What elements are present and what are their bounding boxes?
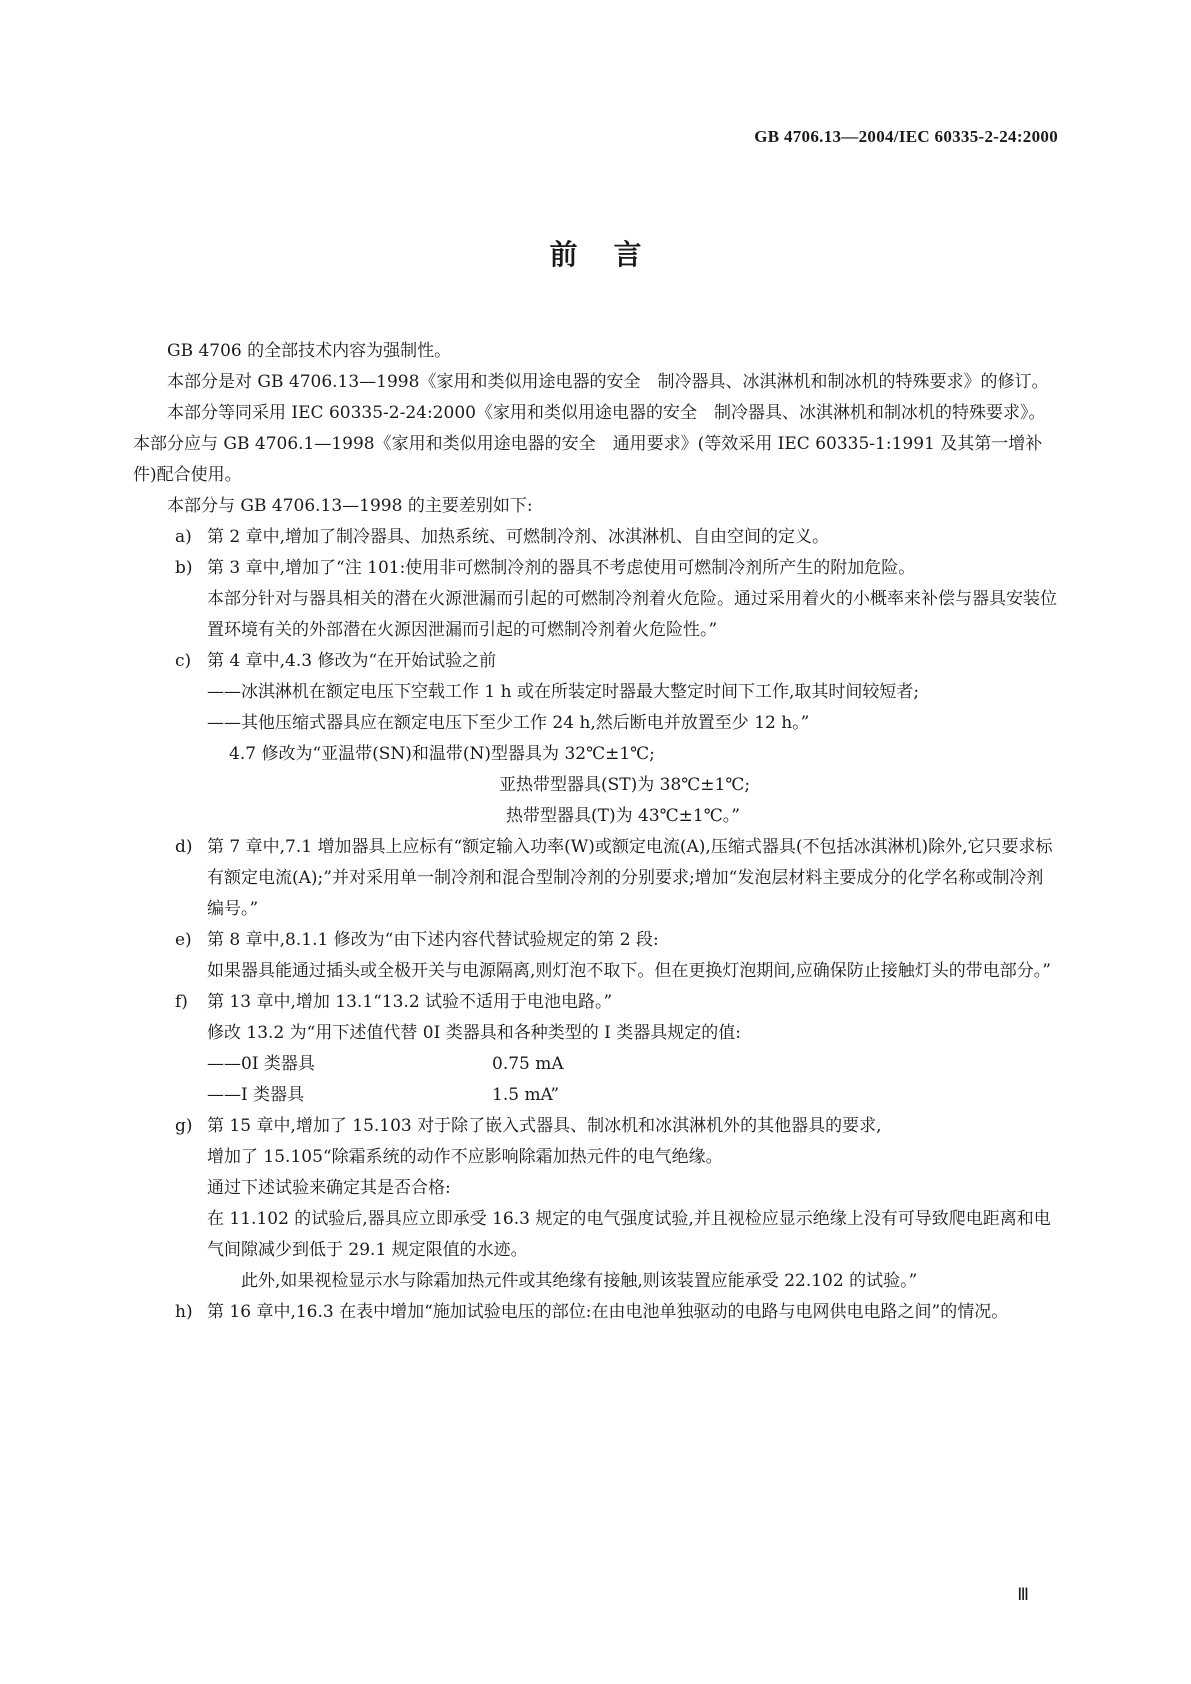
item-label: d) <box>175 837 193 857</box>
list-item-d <box>133 832 1059 925</box>
item-label: g) <box>175 1116 193 1136</box>
page-title: 前言 <box>549 238 678 271</box>
item-g-continuation: 增加了 15.105“除霜系统的动作不应影响除霜加热元件的电气绝缘。 <box>207 1147 723 1167</box>
item-label: e) <box>175 930 192 950</box>
list-item-c <box>133 646 1059 677</box>
item-label: b) <box>175 558 193 578</box>
item-label: f) <box>175 992 188 1012</box>
dash-item <box>133 708 1059 739</box>
item-g-continuation: 在 11.102 的试验后,器具应立即承受 16.3 规定的电气强度试验,并且视检应显示绝缘上没有可导致爬电距离和电气间隙减少到低于 29.1 规定限值的水迹。 <box>207 1209 1051 1260</box>
standard-code-header: GB 4706.13—2004/IEC 60335-2-24:2000 <box>754 127 1058 146</box>
list-item-h <box>133 1297 1059 1328</box>
list-item-f <box>133 987 1059 1018</box>
dash-item-text: 冰淇淋机在额定电压下空载工作 1 h 或在所装定时器最大整定时间下工作,取其时间较短者; <box>241 682 920 702</box>
paragraph-4: 本部分与 GB 4706.13—1998 的主要差别如下: <box>167 496 533 516</box>
dash-mark: —— <box>207 682 241 702</box>
appliance-class-name: 0I 类器具 <box>241 1054 315 1074</box>
dash-item-text: 其他压缩式器具应在额定电压下至少工作 24 h,然后断电并放置至少 12 h。” <box>241 713 810 733</box>
item-text: 第 13 章中,增加 13.1“13.2 试验不适用于电池电路。” <box>207 992 613 1012</box>
document-body <box>133 336 1059 1328</box>
list-item-b <box>133 553 1059 584</box>
page-number: Ⅲ <box>1017 1585 1029 1604</box>
paragraph-3: 本部分等同采用 IEC 60335-2-24:2000《家用和类似用途电器的安全 制冷器具、冰淇淋机和制冰机的特殊要求》。本部分应与 GB 4706.1—1998《家用和类似用途电器的安全 通用要求》(等效采用 IEC 60335-1:1991 及其第一增补件)配合使用。 <box>133 403 1046 485</box>
item-text: 第 7 章中,7.1 增加器具上应标有“额定输入功率(W)或额定电流(A),压缩式器具(不包括冰淇淋机)除外,它只要求标有额定电流(A);”并对采用单一制冷剂和混合型制冷剂的分别要求;增加“发泡层材料主要成分的化学名称或制冷剂编号。” <box>207 837 1053 919</box>
dash-mark: —— <box>207 1085 241 1105</box>
item-text: 第 16 章中,16.3 在表中增加“施加试验电压的部位:在由电池单独驱动的电路与电网供电电路之间”的情况。 <box>207 1302 1009 1322</box>
appliance-class-cell <box>207 1080 492 1111</box>
list-item-e <box>133 925 1059 956</box>
paragraph-2: 本部分是对 GB 4706.13—1998《家用和类似用途电器的安全 制冷器具、冰淇淋机和制冰机的特殊要求》的修订。 <box>167 372 1049 392</box>
appliance-class-cell <box>207 1049 492 1080</box>
item-label: a) <box>175 527 192 547</box>
temperature-line-3: 热带型器具(T)为 43℃±1℃。” <box>506 806 740 826</box>
item-g-continuation: 通过下述试验来确定其是否合格: <box>207 1178 451 1198</box>
appliance-class-name: I 类器具 <box>241 1085 305 1105</box>
item-text: 第 15 章中,增加了 15.103 对于除了嵌入式器具、制冰机和冰淇淋机外的其他器具的要求, <box>207 1116 882 1136</box>
leakage-current-row <box>133 1049 1059 1080</box>
dash-mark: —— <box>207 713 241 733</box>
temperature-line-1: 4.7 修改为“亚温带(SN)和温带(N)型器具为 32℃±1℃; <box>229 744 655 764</box>
list-item-a <box>133 522 1059 553</box>
dash-mark: —— <box>207 1054 241 1074</box>
current-value-cell: 1.5 mA” <box>492 1085 560 1105</box>
item-e-continuation: 如果器具能通过插头或全极开关与电源隔离,则灯泡不取下。但在更换灯泡期间,应确保防止接触灯头的带电部分。” <box>207 961 1051 981</box>
list-item-g <box>133 1111 1059 1142</box>
item-f-continuation: 修改 13.2 为“用下述值代替 0I 类器具和各种类型的 I 类器具规定的值: <box>207 1023 741 1043</box>
item-text: 第 2 章中,增加了制冷器具、加热系统、可燃制冷剂、冰淇淋机、自由空间的定义。 <box>207 527 830 547</box>
item-text: 第 3 章中,增加了“注 101:使用非可燃制冷剂的器具不考虑使用可燃制冷剂所产生的附加危险。 <box>207 558 916 578</box>
item-b-continuation: 本部分针对与器具相关的潜在火源泄漏而引起的可燃制冷剂着火危险。通过采用着火的小概率来补偿与器具安装位置环境有关的外部潜在火源因泄漏而引起的可燃制冷剂着火危险性。” <box>207 589 1057 640</box>
current-value-cell: 0.75 mA <box>492 1054 564 1074</box>
paragraph-1: GB 4706 的全部技术内容为强制性。 <box>167 341 452 361</box>
item-label: c) <box>175 651 192 671</box>
item-label: h) <box>175 1302 193 1322</box>
item-text: 第 4 章中,4.3 修改为“在开始试验之前 <box>207 651 497 671</box>
dash-item <box>133 677 1059 708</box>
temperature-line-2: 亚热带型器具(ST)为 38℃±1℃; <box>499 775 751 795</box>
leakage-current-row <box>133 1080 1059 1111</box>
item-g-continuation: 此外,如果视检显示水与除霜加热元件或其绝缘有接触,则该装置应能承受 22.102 的试验。” <box>241 1271 918 1291</box>
item-text: 第 8 章中,8.1.1 修改为“由下述内容代替试验规定的第 2 段: <box>207 930 659 950</box>
